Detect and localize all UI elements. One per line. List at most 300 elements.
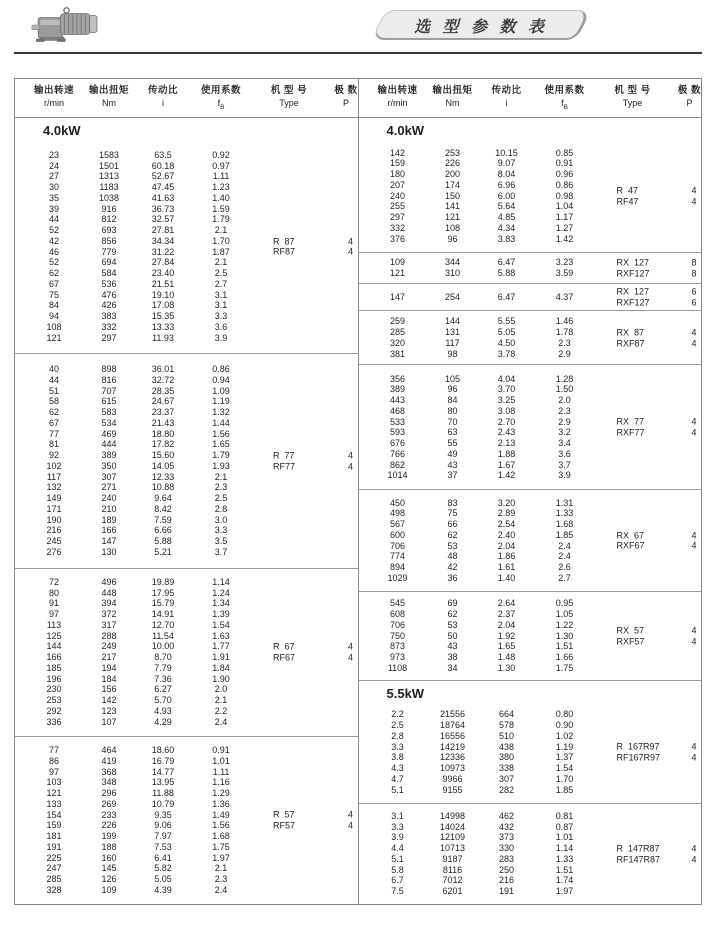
table-row: [359, 865, 702, 876]
speed-value: 7.5: [391, 886, 404, 897]
model-poles: 4: [347, 809, 353, 820]
service-factor-value: 1.14: [555, 843, 574, 854]
torque-value: 464: [101, 745, 117, 756]
model-poles: 4: [347, 652, 353, 663]
ratio-value: 7.59: [154, 514, 172, 525]
model-poles: 4: [347, 450, 353, 461]
header-en-text: Nm: [445, 98, 460, 108]
table-row: [15, 322, 358, 333]
speed-value: 52: [48, 257, 59, 268]
model-entry: [617, 636, 697, 647]
service-factor-value: 1.33: [555, 508, 574, 519]
speed-value: 600: [389, 529, 406, 540]
ratio-value: 31.22: [151, 246, 175, 257]
speed-value: 3.1: [391, 810, 404, 821]
service-factor-value: 0.94: [212, 374, 230, 385]
service-factor-value: 3.1: [214, 289, 228, 300]
torque-value: 130: [101, 546, 117, 557]
model-entry: [617, 338, 697, 349]
speed-value: 5.1: [391, 853, 404, 864]
model-designations: [617, 742, 697, 764]
torque-value: 150: [444, 190, 461, 201]
speed-value: 2.5: [391, 720, 404, 731]
service-factor-value: 1.17: [555, 212, 574, 223]
header-rule: [14, 52, 702, 54]
speed-value: 44: [48, 374, 59, 385]
speed-value: 336: [46, 716, 62, 727]
service-factor-value: 1.79: [212, 450, 230, 461]
model-entry: [617, 541, 697, 552]
torque-value: 141: [444, 201, 461, 212]
ratio-value: 10.00: [151, 641, 175, 652]
model-type: RX 57: [616, 625, 645, 636]
speed-value: 58: [48, 396, 59, 407]
table-row: [15, 609, 358, 620]
model-designations: [617, 530, 697, 552]
torque-value: 107: [101, 716, 117, 727]
model-entry: [273, 652, 353, 663]
ratio-value: 3.70: [497, 384, 516, 395]
table-row: [359, 763, 702, 774]
ratio-block: [359, 140, 702, 252]
model-type: RF87: [273, 246, 296, 257]
torque-value: 1313: [98, 171, 120, 182]
model-type: RXF67: [616, 540, 645, 551]
speed-value: 75: [48, 289, 59, 300]
speed-value: 24: [48, 160, 59, 171]
table-row: [15, 577, 358, 588]
service-factor-value: 1.22: [555, 619, 574, 630]
model-type: RF57: [273, 820, 296, 831]
torque-value: 62: [447, 529, 458, 540]
header-zh-label: 机 型 号: [614, 85, 651, 96]
torque-value: 147: [101, 536, 117, 547]
speed-value: 259: [389, 316, 406, 327]
service-factor-value: 1.75: [555, 662, 574, 673]
model-poles: 4: [691, 327, 697, 338]
ratio-value: 4.34: [497, 222, 516, 233]
speed-value: 77: [48, 428, 59, 439]
speed-value: 117: [46, 471, 62, 482]
ratio-value: 21.43: [151, 417, 175, 428]
torque-value: 476: [101, 289, 117, 300]
torque-value: 916: [101, 203, 117, 214]
speed-value: 159: [389, 158, 406, 169]
ratio-block: [359, 489, 702, 590]
torque-value: 226: [101, 820, 117, 831]
speed-value: 225: [46, 852, 62, 863]
header-en-label: [595, 97, 671, 110]
header-en-text: P: [342, 98, 349, 108]
service-factor-value: 0.86: [555, 179, 574, 190]
service-factor-value: 1.14: [212, 576, 230, 587]
speed-value: 3.9: [391, 832, 404, 843]
ratio-value: 6.96: [497, 179, 516, 190]
model-entry: [617, 417, 697, 428]
ratio-value: 1.65: [497, 641, 516, 652]
torque-value: 332: [101, 321, 117, 332]
torque-value: 21556: [439, 709, 466, 720]
torque-value: 344: [444, 257, 461, 268]
header-en-label: [479, 97, 535, 110]
torque-value: 9966: [442, 773, 463, 784]
service-factor-value: 1.09: [212, 385, 230, 396]
speed-value: 567: [389, 519, 406, 530]
model-designations: [617, 185, 697, 207]
table-row: [359, 158, 702, 169]
ratio-value: 12.33: [151, 471, 175, 482]
torque-value: 297: [101, 332, 117, 343]
torque-value: 368: [101, 766, 117, 777]
service-factor-value: 1.79: [212, 214, 230, 225]
ratio-value: 41.63: [151, 192, 175, 203]
speed-value: 750: [389, 630, 406, 641]
model-poles: 4: [691, 843, 697, 854]
speed-value: 240: [389, 190, 406, 201]
torque-value: 448: [101, 587, 117, 598]
torque-value: 121: [444, 212, 461, 223]
power-section-title: 4.0kW: [43, 123, 81, 138]
ratio-value: 11.88: [152, 788, 174, 799]
speed-value: 196: [46, 673, 62, 684]
speed-value: 62: [48, 407, 59, 418]
torque-value: 8116: [442, 864, 463, 875]
speed-value: 181: [46, 831, 62, 842]
speed-value: 450: [389, 497, 406, 508]
model-type: RF167R97: [616, 752, 661, 763]
service-factor-value: 1.75: [212, 841, 230, 852]
table-row: [359, 519, 702, 530]
service-factor-value: 1.32: [212, 407, 230, 418]
speed-value: 144: [46, 641, 62, 652]
speed-value: 30: [48, 182, 59, 193]
ratio-value: 1.48: [497, 652, 516, 663]
service-factor-value: 1.85: [555, 784, 574, 795]
service-factor-value: 1.24: [212, 587, 230, 598]
speed-value: 6.7: [391, 875, 404, 886]
service-factor-value: 2.9: [558, 348, 571, 359]
ratio-value: 1.40: [497, 572, 516, 583]
torque-value: 49: [447, 448, 458, 459]
service-factor-value: 1.36: [212, 798, 230, 809]
model-type: RXF57: [616, 636, 645, 647]
torque-value: 9155: [442, 784, 463, 795]
table-row: [359, 573, 702, 584]
speed-value: 132: [46, 482, 62, 493]
table-row: [15, 150, 358, 161]
ratio-block: [359, 803, 702, 904]
table-row: [359, 395, 702, 406]
header-en-label: [251, 97, 327, 110]
service-factor-value: 1.51: [555, 641, 574, 652]
header-col-r/min: [369, 85, 427, 117]
speed-value: 4.4: [391, 843, 404, 854]
table-row: [15, 375, 358, 386]
speed-value: 35: [48, 192, 59, 203]
service-factor-value: 1.66: [555, 652, 574, 663]
model-entry: [617, 297, 697, 308]
service-factor-value: 1.68: [212, 831, 230, 842]
torque-value: 389: [101, 450, 117, 461]
ratio-value: 4.50: [497, 337, 516, 348]
ratio-value: 2.04: [497, 540, 516, 551]
table-row: [359, 470, 702, 481]
header-zh-label: 机 型 号: [270, 85, 308, 96]
service-factor-value: 0.96: [555, 169, 574, 180]
speed-value: 46: [48, 246, 59, 257]
torque-value: 42: [447, 562, 458, 573]
header-en-text: Type: [622, 98, 643, 108]
model-entry: [617, 257, 697, 268]
ratio-block: [359, 283, 702, 311]
ratio-value: 3.08: [497, 405, 516, 416]
ratio-value: 2.64: [497, 598, 516, 609]
ratio-value: 63.5: [154, 149, 172, 160]
header-zh-label: 使用系数: [200, 85, 241, 96]
model-poles: 4: [347, 460, 353, 471]
service-factor-value: 1.74: [555, 875, 574, 886]
ratio-value: 9.35: [154, 809, 172, 820]
speed-value: 4.7: [391, 773, 404, 784]
model-type: R 57: [273, 809, 295, 820]
ratio-value: 18.60: [151, 745, 175, 756]
torque-value: 372: [101, 609, 117, 620]
speed-value: 109: [389, 257, 406, 268]
table-header-left: [15, 79, 358, 118]
torque-value: 98: [447, 348, 458, 359]
ratio-value: 330: [498, 843, 515, 854]
service-factor-value: 2.1: [214, 257, 228, 268]
table-row: [15, 874, 358, 885]
ratio-value: 13.33: [151, 321, 175, 332]
table-row: [15, 547, 358, 558]
header-en-subscript: B: [563, 103, 568, 111]
speed-value: 216: [46, 525, 62, 536]
table-row: [359, 720, 702, 731]
speed-value: 133: [46, 798, 62, 809]
ratio-value: 16.79: [151, 755, 175, 766]
service-factor-value: 1.50: [555, 384, 574, 395]
speed-value: 894: [389, 562, 406, 573]
speed-value: 328: [46, 884, 62, 895]
service-factor-value: 1.77: [212, 641, 230, 652]
service-factor-value: 3.4: [558, 438, 571, 449]
torque-value: 48: [447, 551, 458, 562]
torque-value: 38: [447, 652, 458, 663]
torque-value: 145: [101, 863, 117, 874]
service-factor-value: 1.30: [555, 630, 574, 641]
table-row: [15, 439, 358, 450]
table-row: [359, 598, 702, 609]
service-factor-value: 1.02: [555, 730, 574, 741]
torque-value: 693: [101, 225, 117, 236]
speed-value: 873: [389, 641, 406, 652]
torque-value: 7012: [442, 875, 463, 886]
ratio-value: 5.64: [497, 201, 516, 212]
speed-value: 2.2: [391, 709, 404, 720]
header-en-text: Type: [279, 98, 299, 108]
table-row: [359, 875, 702, 886]
service-factor-value: 1.16: [212, 777, 230, 788]
torque-value: 96: [447, 384, 458, 395]
table-row: [359, 223, 702, 234]
service-factor-value: 1.19: [212, 396, 230, 407]
service-factor-value: 1.04: [555, 201, 574, 212]
ratio-value: 191: [498, 886, 515, 897]
service-factor-value: 2.2: [214, 705, 228, 716]
service-factor-value: 2.1: [214, 695, 228, 706]
ratio-value: 14.05: [151, 460, 175, 471]
model-entry: [617, 185, 697, 196]
service-factor-value: 0.98: [555, 190, 574, 201]
speed-value: 62: [48, 268, 59, 279]
table-body-right: [359, 118, 702, 904]
ratio-block: [359, 364, 702, 489]
service-factor-value: 2.9: [558, 416, 571, 427]
speed-value: 121: [389, 267, 406, 278]
model-entry: [273, 450, 353, 461]
torque-value: 816: [101, 374, 117, 385]
header-col-i: [135, 85, 191, 117]
ratio-value: 1.61: [497, 562, 516, 573]
ratio-value: 6.47: [497, 257, 516, 268]
torque-value: 142: [101, 695, 117, 706]
speed-value: 5.1: [391, 784, 404, 795]
service-factor-value: 3.23: [555, 257, 574, 268]
torque-value: 66: [447, 519, 458, 530]
ratio-value: 28.35: [151, 385, 175, 396]
torque-value: 615: [101, 396, 117, 407]
torque-value: 63: [447, 427, 458, 438]
table-row: [359, 785, 702, 796]
model-poles: 4: [691, 416, 697, 427]
speed-value: 593: [389, 427, 406, 438]
service-factor-value: 1.40: [212, 192, 230, 203]
service-factor-value: 2.7: [214, 278, 228, 289]
torque-value: 10973: [439, 763, 466, 774]
service-factor-value: 3.9: [214, 332, 228, 343]
torque-value: 1183: [99, 182, 119, 193]
table-row: [359, 508, 702, 519]
ratio-value: 1.30: [497, 662, 516, 673]
table-row: [15, 279, 358, 290]
torque-value: 105: [444, 373, 461, 384]
service-factor-value: 2.1: [214, 471, 228, 482]
ratio-value: 2.43: [497, 427, 516, 438]
torque-value: 174: [444, 179, 461, 190]
service-factor-value: 1.05: [555, 609, 574, 620]
torque-value: 534: [101, 417, 117, 428]
speed-value: 44: [48, 214, 59, 225]
ratio-block: [15, 568, 358, 736]
ratio-block: [15, 736, 358, 904]
speed-value: 84: [48, 300, 59, 311]
header-col-Type: [595, 85, 671, 117]
torque-value: 83: [447, 497, 458, 508]
table-row: [15, 472, 358, 483]
table-row: [359, 609, 702, 620]
table-row: [359, 449, 702, 460]
torque-value: 184: [101, 673, 117, 684]
table-row: [15, 193, 358, 204]
service-factor-value: 1.54: [212, 619, 230, 630]
ratio-value: 462: [498, 810, 515, 821]
model-designations: [273, 236, 353, 258]
model-type: RXF87: [616, 337, 645, 348]
table-row: [15, 777, 358, 788]
service-factor-value: 1.97: [555, 886, 574, 897]
torque-value: 84: [447, 395, 458, 406]
ratio-value: 8.42: [154, 503, 172, 514]
service-factor-value: 4.37: [555, 291, 574, 302]
ratio-block: [359, 702, 702, 802]
torque-value: 10713: [439, 843, 466, 854]
speed-value: 245: [46, 536, 62, 547]
model-type: RF77: [273, 460, 296, 471]
model-entry: [617, 530, 697, 541]
ratio-value: 4.39: [154, 884, 172, 895]
ratio-value: 2.89: [497, 508, 516, 519]
torque-value: 584: [101, 268, 117, 279]
table-row: [15, 396, 358, 407]
ratio-value: 18.80: [151, 428, 175, 439]
header-en-text: r/min: [44, 98, 64, 108]
page-title: 选 型 参 数 表: [414, 18, 548, 36]
header-en-text: r/min: [387, 98, 408, 108]
header-en-text: i: [162, 98, 164, 108]
table-row: [359, 832, 702, 843]
header-zh-label: 输出转速: [33, 85, 74, 96]
torque-value: 12336: [439, 752, 466, 763]
speed-value: 230: [46, 684, 62, 695]
speed-value: 171: [46, 503, 62, 514]
ratio-value: 11.54: [152, 630, 174, 641]
service-factor-value: 3.3: [214, 311, 228, 322]
speed-value: 766: [389, 448, 406, 459]
speed-value: 320: [389, 337, 406, 348]
torque-value: 1038: [98, 192, 120, 203]
torque-value: 199: [101, 831, 117, 842]
torque-value: 383: [101, 311, 117, 322]
table-header-right: [359, 79, 702, 118]
speed-value: 40: [48, 364, 59, 375]
service-factor-value: 2.6: [558, 562, 571, 573]
torque-value: 123: [101, 705, 117, 716]
model-poles: 6: [691, 286, 697, 297]
table-row: [359, 234, 702, 245]
service-factor-value: 1.23: [212, 182, 230, 193]
model-poles: 4: [347, 235, 353, 246]
speed-value: 247: [46, 863, 62, 874]
header-col-Nm: [427, 85, 479, 117]
ratio-value: 5.88: [154, 536, 172, 547]
table-row: [359, 663, 702, 674]
speed-value: 97: [48, 766, 59, 777]
service-factor-value: 2.8: [214, 503, 228, 514]
ratio-block: [359, 252, 702, 283]
model-designations: [617, 625, 697, 647]
model-poles: 4: [691, 752, 697, 763]
speed-value: 1029: [387, 572, 408, 583]
title-badge: [378, 10, 584, 40]
service-factor-value: 2.1: [214, 863, 228, 874]
speed-value: 72: [48, 576, 59, 587]
speed-value: 207: [389, 179, 406, 190]
ratio-value: 6.47: [497, 291, 516, 302]
ratio-value: 17.95: [151, 587, 175, 598]
ratio-value: 21.51: [151, 278, 175, 289]
ratio-value: 10.79: [151, 798, 175, 809]
